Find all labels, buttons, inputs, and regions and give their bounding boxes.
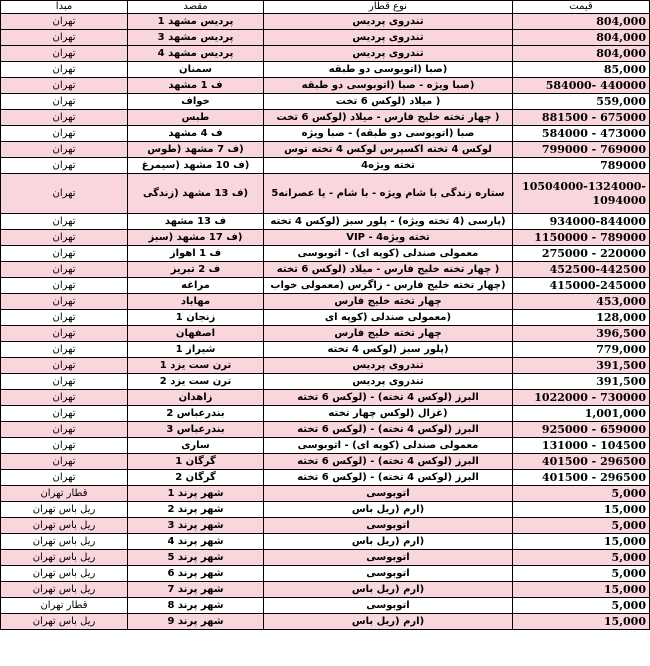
table-row — [1, 62, 650, 78]
price-cell: 15,000 — [513, 502, 650, 518]
destination-cell: شهر پرند 1 — [128, 486, 264, 502]
table-row — [1, 246, 650, 262]
origin-cell: ریل باس تهران — [1, 502, 128, 518]
destination-cell: (ف 10 مشهد (سیمرغ — [128, 158, 264, 174]
train-type-cell: (صبا (اتوبوسی دو طبقه — [264, 62, 513, 78]
header-price: قیمت — [513, 1, 650, 14]
destination-cell: مراغه — [128, 278, 264, 294]
origin-cell: تهران — [1, 406, 128, 422]
train-type-cell: تندروی پردیس — [264, 14, 513, 30]
origin-cell: تهران — [1, 262, 128, 278]
destination-cell: شهر پرند 4 — [128, 534, 264, 550]
price-cell: 1022000 - 730000 — [513, 390, 650, 406]
train-type-cell: معمولی صندلی (کوپه ای) - اتوبوسی — [264, 246, 513, 262]
origin-cell: تهران — [1, 62, 128, 78]
table-row — [1, 438, 650, 454]
train-type-cell: (چهار تخته خلیج فارس - زاگرس (معمولی خواب — [264, 278, 513, 294]
price-cell: 1150000 - 789000 — [513, 230, 650, 246]
destination-cell: شهر پرند 3 — [128, 518, 264, 534]
origin-cell: تهران — [1, 126, 128, 142]
price-cell: 5,000 — [513, 486, 650, 502]
train-type-cell: (ارم (ریل باس — [264, 582, 513, 598]
table-row — [1, 486, 650, 502]
destination-cell: ف 4 مشهد — [128, 126, 264, 142]
origin-cell: تهران — [1, 278, 128, 294]
train-type-cell: چهار تخته خلیج فارس — [264, 294, 513, 310]
destination-cell: پردیس مشهد 3 — [128, 30, 264, 46]
origin-cell: تهران — [1, 326, 128, 342]
origin-cell: تهران — [1, 78, 128, 94]
table-row — [1, 598, 650, 614]
table-row — [1, 126, 650, 142]
price-cell: 804,000 — [513, 30, 650, 46]
origin-cell: ریل باس تهران — [1, 534, 128, 550]
price-cell: 804,000 — [513, 14, 650, 30]
destination-cell: پردیس مشهد 4 — [128, 46, 264, 62]
price-cell: 415000-245000 — [513, 278, 650, 294]
table-row — [1, 550, 650, 566]
destination-cell: ساری — [128, 438, 264, 454]
train-type-cell: تخته ویژه4 — [264, 158, 513, 174]
table-row — [1, 94, 650, 110]
price-cell: 275000 - 220000 — [513, 246, 650, 262]
table-row — [1, 262, 650, 278]
table-row — [1, 406, 650, 422]
header-train-type: نوع قطار — [264, 1, 513, 14]
train-type-cell: (ارم (ریل باس — [264, 614, 513, 630]
train-type-cell: (معمولی صندلی (کوپه ای — [264, 310, 513, 326]
origin-cell: تهران — [1, 14, 128, 30]
train-type-cell: ستاره زندگی با شام ویژه - با شام - یا عصرانه5 — [264, 174, 513, 214]
destination-cell: شهر پرند 5 — [128, 550, 264, 566]
table-row — [1, 566, 650, 582]
train-type-cell: (پلور سبز (لوکس 4 تخته — [264, 342, 513, 358]
price-cell: 131000 - 104500 — [513, 438, 650, 454]
table-row — [1, 14, 650, 30]
destination-cell: (ف 7 مشهد (طوس — [128, 142, 264, 158]
train-type-cell: (غزال (لوکس چهار تخته — [264, 406, 513, 422]
price-cell: 85,000 — [513, 62, 650, 78]
table-row — [1, 110, 650, 126]
origin-cell: تهران — [1, 294, 128, 310]
origin-cell: تهران — [1, 246, 128, 262]
price-cell: 5,000 — [513, 598, 650, 614]
table-row — [1, 30, 650, 46]
origin-cell: تهران — [1, 142, 128, 158]
table-row — [1, 278, 650, 294]
price-cell: 799000 - 769000 — [513, 142, 650, 158]
price-cell: 804,000 — [513, 46, 650, 62]
origin-cell: تهران — [1, 158, 128, 174]
destination-cell: ف 2 تبریز — [128, 262, 264, 278]
price-cell: 925000 - 659000 — [513, 422, 650, 438]
origin-cell: تهران — [1, 342, 128, 358]
header-origin: مبدا — [1, 1, 128, 14]
origin-cell: تهران — [1, 454, 128, 470]
price-cell: 1,001,000 — [513, 406, 650, 422]
price-cell: 452500-442500 — [513, 262, 650, 278]
price-cell: 789000 — [513, 158, 650, 174]
price-cell: 584000 - 473000 — [513, 126, 650, 142]
destination-cell: شهر پرند 8 — [128, 598, 264, 614]
destination-cell: ف 1 اهواز — [128, 246, 264, 262]
price-cell: 881500 - 675000 — [513, 110, 650, 126]
destination-cell: ترن ست یزد 1 — [128, 358, 264, 374]
price-cell: 10504000-1324000-1094000 — [513, 174, 650, 214]
table-row — [1, 174, 650, 214]
train-type-cell: صبا (اتوبوسی دو طبقه) - صبا ویژه — [264, 126, 513, 142]
destination-cell: ف 13 مشهد — [128, 214, 264, 230]
origin-cell: تهران — [1, 46, 128, 62]
train-type-cell: اتوبوسی — [264, 550, 513, 566]
train-type-cell: چهار تخته خلیج فارس — [264, 326, 513, 342]
destination-cell: گرگان 2 — [128, 470, 264, 486]
train-type-cell: اتوبوسی — [264, 486, 513, 502]
origin-cell: قطار تهران — [1, 598, 128, 614]
table-row — [1, 390, 650, 406]
train-type-cell: اتوبوسی — [264, 566, 513, 582]
table-row — [1, 214, 650, 230]
price-cell: 396,500 — [513, 326, 650, 342]
price-cell: 584000- 440000 — [513, 78, 650, 94]
table-row — [1, 158, 650, 174]
origin-cell: تهران — [1, 94, 128, 110]
origin-cell: تهران — [1, 310, 128, 326]
header-row — [1, 1, 650, 14]
price-cell: 391,500 — [513, 358, 650, 374]
origin-cell: تهران — [1, 470, 128, 486]
train-type-cell: اتوبوسی — [264, 598, 513, 614]
train-type-cell: تندروی پردیس — [264, 46, 513, 62]
origin-cell: تهران — [1, 422, 128, 438]
destination-cell: گرگان 1 — [128, 454, 264, 470]
destination-cell: ف 1 مشهد — [128, 78, 264, 94]
header-destination: مقصد — [128, 1, 264, 14]
price-cell: 128,000 — [513, 310, 650, 326]
price-cell: 391,500 — [513, 374, 650, 390]
origin-cell: قطار تهران — [1, 486, 128, 502]
price-cell: 5,000 — [513, 518, 650, 534]
price-cell: 453,000 — [513, 294, 650, 310]
table-row — [1, 342, 650, 358]
destination-cell: شهر پرند 2 — [128, 502, 264, 518]
table-row — [1, 582, 650, 598]
price-cell: 15,000 — [513, 534, 650, 550]
train-type-cell: اتوبوسی — [264, 518, 513, 534]
destination-cell: مهاباد — [128, 294, 264, 310]
train-type-cell: ( چهار تخته خلیج فارس - میلاد (لوکس 6 تخت — [264, 110, 513, 126]
train-type-cell: البرز (لوکس 4 تخته) - (لوکس 6 تخته — [264, 470, 513, 486]
price-cell: 559,000 — [513, 94, 650, 110]
origin-cell: ریل باس تهران — [1, 518, 128, 534]
destination-cell: زنجان 1 — [128, 310, 264, 326]
destination-cell: زاهدان — [128, 390, 264, 406]
table-row — [1, 358, 650, 374]
destination-cell: بندرعباس 3 — [128, 422, 264, 438]
origin-cell: تهران — [1, 358, 128, 374]
destination-cell: شهر پرند 7 — [128, 582, 264, 598]
train-type-cell: البرز (لوکس 4 تخته) - (لوکس 6 تخته — [264, 390, 513, 406]
origin-cell: تهران — [1, 110, 128, 126]
destination-cell: (ف 17 مشهد (سبز — [128, 230, 264, 246]
fare-table-body — [1, 14, 650, 630]
train-type-cell: لوکس 4 تخته اکسپرس لوکس 4 تخته توس — [264, 142, 513, 158]
table-row — [1, 326, 650, 342]
price-cell: 5,000 — [513, 550, 650, 566]
train-type-cell: (صبا ویژه - صبا (اتوبوسی دو طبقه — [264, 78, 513, 94]
train-type-cell: البرز (لوکس 4 تخته) - (لوکس 6 تخته — [264, 454, 513, 470]
table-row — [1, 470, 650, 486]
destination-cell: شهر پرند 6 — [128, 566, 264, 582]
destination-cell: خواف — [128, 94, 264, 110]
train-type-cell: تخته ویژه4 - VIP — [264, 230, 513, 246]
destination-cell: سمنان — [128, 62, 264, 78]
table-row — [1, 518, 650, 534]
table-row — [1, 614, 650, 630]
origin-cell: ریل باس تهران — [1, 614, 128, 630]
train-type-cell: ( میلاد (لوکس 6 تخت — [264, 94, 513, 110]
train-type-cell: ( چهار تخته خلیج فارس - میلاد (لوکس 6 تخته — [264, 262, 513, 278]
price-cell: 934000-844000 — [513, 214, 650, 230]
train-type-cell: (ارم (ریل باس — [264, 502, 513, 518]
train-type-cell: (ارم (ریل باس — [264, 534, 513, 550]
origin-cell: تهران — [1, 374, 128, 390]
origin-cell: تهران — [1, 174, 128, 214]
origin-cell: تهران — [1, 214, 128, 230]
destination-cell: پردیس مشهد 1 — [128, 14, 264, 30]
train-type-cell: البرز (لوکس 4 تخته) - (لوکس 6 تخته — [264, 422, 513, 438]
table-row — [1, 374, 650, 390]
destination-cell: شهر پرند 9 — [128, 614, 264, 630]
origin-cell: تهران — [1, 230, 128, 246]
price-cell: 401500 - 296500 — [513, 470, 650, 486]
table-row — [1, 294, 650, 310]
origin-cell: تهران — [1, 438, 128, 454]
table-row — [1, 142, 650, 158]
origin-cell: ریل باس تهران — [1, 582, 128, 598]
train-type-cell: معمولی صندلی (کوپه ای) - اتوبوسی — [264, 438, 513, 454]
table-row — [1, 310, 650, 326]
price-cell: 401500 - 296500 — [513, 454, 650, 470]
destination-cell: ترن ست یزد 2 — [128, 374, 264, 390]
train-type-cell: تندروی پردیس — [264, 374, 513, 390]
price-cell: 779,000 — [513, 342, 650, 358]
origin-cell: تهران — [1, 390, 128, 406]
train-type-cell: تندروی پردیس — [264, 30, 513, 46]
table-row — [1, 534, 650, 550]
origin-cell: ریل باس تهران — [1, 550, 128, 566]
price-cell: 15,000 — [513, 582, 650, 598]
train-type-cell: تندروی پردیس — [264, 358, 513, 374]
origin-cell: ریل باس تهران — [1, 566, 128, 582]
train-type-cell: (پارسی (4 تخته ویژه) - پلور سبز (لوکس 4 تخته — [264, 214, 513, 230]
table-row — [1, 422, 650, 438]
price-cell: 5,000 — [513, 566, 650, 582]
origin-cell: تهران — [1, 30, 128, 46]
destination-cell: طبس — [128, 110, 264, 126]
destination-cell: (ف 13 مشهد (زندگی — [128, 174, 264, 214]
destination-cell: اصفهان — [128, 326, 264, 342]
table-row — [1, 454, 650, 470]
destination-cell: بندرعباس 2 — [128, 406, 264, 422]
table-row — [1, 78, 650, 94]
price-cell: 15,000 — [513, 614, 650, 630]
table-row — [1, 46, 650, 62]
destination-cell: شیراز 1 — [128, 342, 264, 358]
table-row — [1, 502, 650, 518]
table-row — [1, 230, 650, 246]
